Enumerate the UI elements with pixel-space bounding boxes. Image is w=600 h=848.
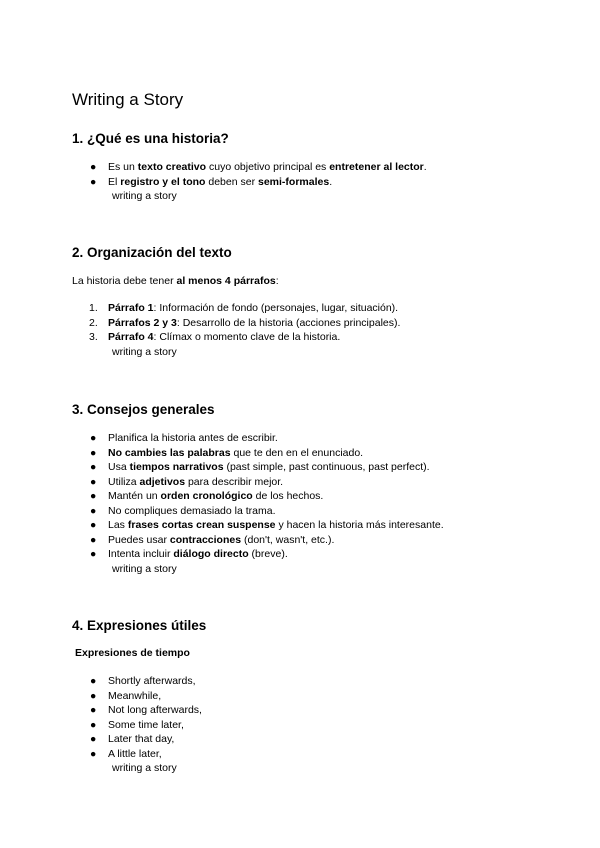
list-item: ● Las frases cortas crean suspense y hacen la historia más interesante. xyxy=(90,519,444,531)
list-item: ● Not long afterwards, xyxy=(90,704,202,716)
list-item: 1. Párrafo 1: Información de fondo (personajes, lugar, situación). xyxy=(89,302,399,314)
document-title: Writing a Story xyxy=(72,90,184,109)
list-item: ● Later that day, xyxy=(90,733,175,745)
bullet-icon: ● xyxy=(90,718,97,731)
section-4-subheading: Expresiones de tiempo xyxy=(75,647,190,659)
bullet-icon: ● xyxy=(90,161,97,173)
bullet-icon: ● xyxy=(90,519,97,531)
list-item: 3. Párrafo 4: Clímax o momento clave de la historia. xyxy=(89,331,341,343)
section-4-note: writing a story xyxy=(112,762,177,774)
section-3-list xyxy=(72,431,444,562)
bullet-icon: ● xyxy=(90,733,97,745)
section-2-intro: La historia debe tener al menos 4 párrafos: xyxy=(72,275,279,287)
section-3-heading: 3. Consejos generales xyxy=(72,402,215,417)
section-1-note: writing a story xyxy=(112,190,177,202)
bullet-icon: ● xyxy=(90,446,97,459)
section-2-heading: 2. Organización del texto xyxy=(72,245,232,260)
bullet-icon: ● xyxy=(90,490,97,502)
list-item: ● Usa tiempos narrativos (past simple, past continuous, past perfect). xyxy=(90,461,430,473)
list-item: ● A little later, xyxy=(90,747,162,760)
bullet-icon: ● xyxy=(90,747,97,760)
list-item: ● Meanwhile, xyxy=(90,689,162,702)
bullet-icon: ● xyxy=(90,548,97,560)
section-1-heading: 1. ¿Qué es una historia? xyxy=(72,131,229,146)
section-4-heading: 4. Expresiones útiles xyxy=(72,618,207,633)
bullet-icon: ● xyxy=(90,475,97,488)
bullet-icon: ● xyxy=(90,461,97,473)
list-item: ● No cambies las palabras que te den en el enunciado. xyxy=(90,446,364,459)
number-marker: 3. xyxy=(89,331,98,343)
list-item: ● Intenta incluir diálogo directo (breve). xyxy=(90,548,288,560)
list-item: ● Planifica la historia antes de escribir. xyxy=(90,432,278,444)
bullet-icon: ● xyxy=(90,504,97,517)
bullet-icon: ● xyxy=(90,675,97,687)
list-item: ● El registro y el tono deben ser semi-formales. xyxy=(90,175,333,188)
number-marker: 2. xyxy=(89,316,98,329)
list-item: ● Mantén un orden cronológico de los hechos. xyxy=(90,490,324,502)
bullet-icon: ● xyxy=(90,432,97,444)
list-item: ● Some time later, xyxy=(90,718,184,731)
section-2-list xyxy=(72,301,400,345)
list-item: ● Puedes usar contracciones (don't, wasn't, etc.). xyxy=(90,533,335,546)
list-item: ● No compliques demasiado la trama. xyxy=(90,504,276,517)
section-2-note: writing a story xyxy=(112,346,177,358)
bullet-icon: ● xyxy=(90,689,97,702)
number-marker: 1. xyxy=(89,302,98,314)
bullet-icon: ● xyxy=(90,533,97,546)
list-item: ● Es un texto creativo cuyo objetivo principal es entretener al lector. xyxy=(90,161,427,173)
list-item: ● Utiliza adjetivos para describir mejor. xyxy=(90,475,284,488)
bullet-icon: ● xyxy=(90,175,97,188)
bullet-icon: ● xyxy=(90,704,97,716)
section-1-list xyxy=(72,160,427,189)
section-3-note: writing a story xyxy=(112,563,177,575)
list-item: 2. Párrafos 2 y 3: Desarrollo de la historia (acciones principales). xyxy=(89,316,401,329)
list-item: ● Shortly afterwards, xyxy=(90,675,196,687)
section-4-list xyxy=(72,674,202,761)
